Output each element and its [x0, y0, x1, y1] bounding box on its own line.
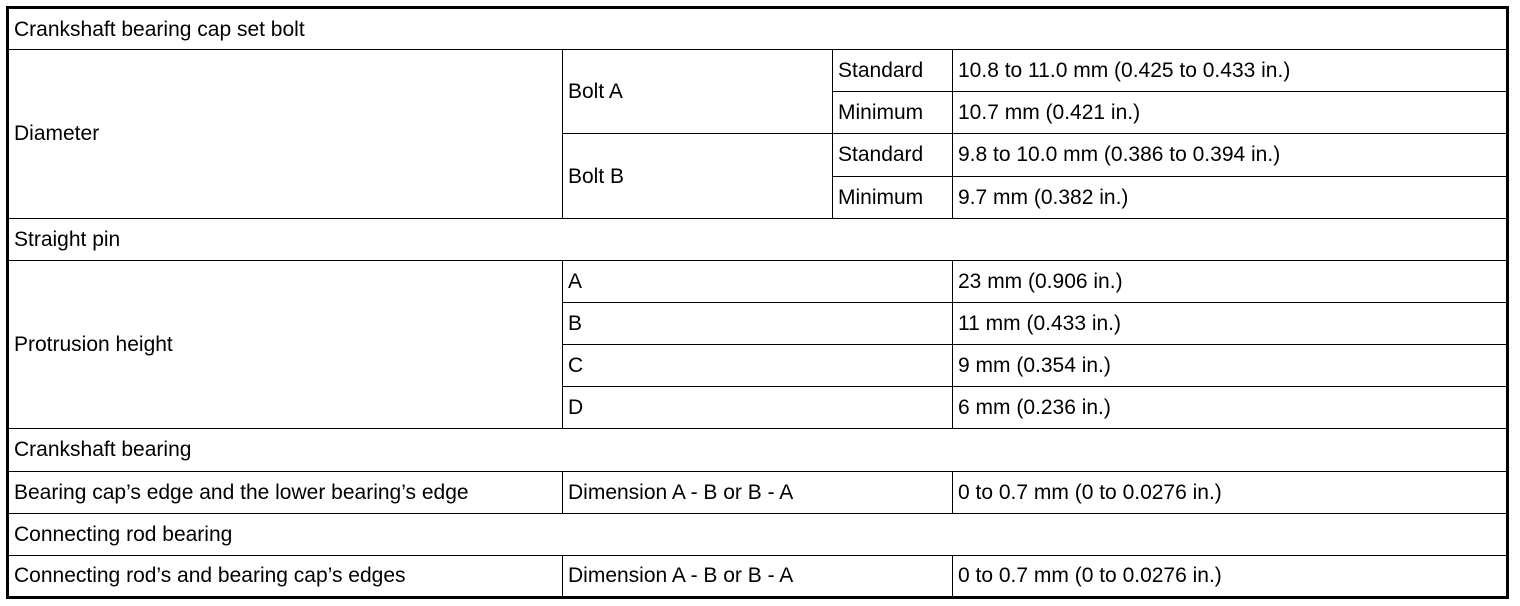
- pin-row-value: 6 mm (0.236 in.): [953, 387, 1508, 429]
- crank-bearing-dimension: Dimension A - B or B - A: [563, 471, 953, 513]
- pin-row-label: B: [563, 302, 953, 344]
- bolt-a-label: Bolt A: [563, 50, 833, 134]
- section-title-crankshaft-bearing: Crankshaft bearing: [8, 429, 1508, 471]
- section-header-row: [8, 218, 1508, 260]
- section-title-bolt: Crankshaft bearing cap set bolt: [8, 8, 1508, 50]
- pin-row-value: 23 mm (0.906 in.): [953, 260, 1508, 302]
- crank-bearing-value: 0 to 0.7 mm (0 to 0.0276 in.): [953, 471, 1508, 513]
- table-row: [8, 555, 1508, 597]
- section-title-connecting-rod-bearing: Connecting rod bearing: [8, 513, 1508, 555]
- bolt-b-standard-label: Standard: [833, 134, 953, 176]
- bolt-b-label: Bolt B: [563, 134, 833, 218]
- section-header-row: [8, 513, 1508, 555]
- bolt-a-standard-label: Standard: [833, 50, 953, 92]
- rod-bearing-item: Connecting rod’s and bearing cap’s edges: [8, 555, 563, 597]
- bolt-b-minimum-value: 9.7 mm (0.382 in.): [953, 176, 1508, 218]
- bolt-a-standard-value: 10.8 to 11.0 mm (0.425 to 0.433 in.): [953, 50, 1508, 92]
- bolt-b-standard-value: 9.8 to 10.0 mm (0.386 to 0.394 in.): [953, 134, 1508, 176]
- section-title-pin: Straight pin: [8, 218, 1508, 260]
- spec-table: [6, 6, 1509, 599]
- pin-row-label: A: [563, 260, 953, 302]
- table-row: [8, 50, 1508, 92]
- pin-row-label: C: [563, 345, 953, 387]
- bolt-a-minimum-label: Minimum: [833, 92, 953, 134]
- bolt-a-minimum-value: 10.7 mm (0.421 in.): [953, 92, 1508, 134]
- table-row: [8, 471, 1508, 513]
- diameter-label: Diameter: [8, 50, 563, 219]
- pin-row-label: D: [563, 387, 953, 429]
- table-row: [8, 260, 1508, 302]
- pin-row-value: 9 mm (0.354 in.): [953, 345, 1508, 387]
- pin-row-value: 11 mm (0.433 in.): [953, 302, 1508, 344]
- rod-bearing-dimension: Dimension A - B or B - A: [563, 555, 953, 597]
- section-header-row: [8, 429, 1508, 471]
- rod-bearing-value: 0 to 0.7 mm (0 to 0.0276 in.): [953, 555, 1508, 597]
- bolt-b-minimum-label: Minimum: [833, 176, 953, 218]
- section-header-row: [8, 8, 1508, 50]
- crank-bearing-item: Bearing cap’s edge and the lower bearing’s edge: [8, 471, 563, 513]
- protrusion-height-label: Protrusion height: [8, 260, 563, 429]
